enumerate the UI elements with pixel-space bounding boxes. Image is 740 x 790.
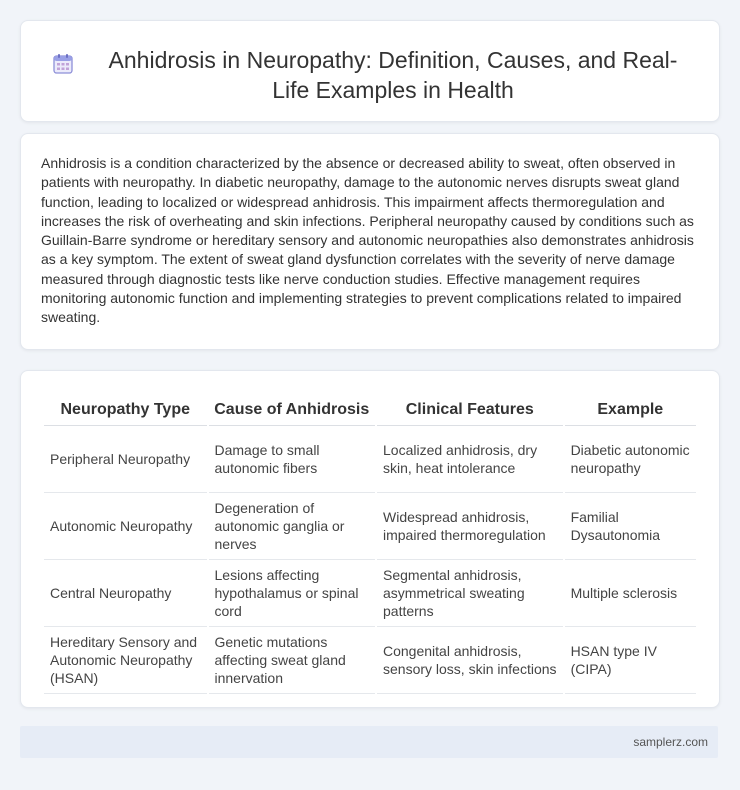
table-cell: Diabetic autonomic neuropathy: [565, 426, 696, 493]
footer-bar: [20, 726, 718, 758]
intro-card: [20, 133, 720, 350]
neuropathy-table: [42, 391, 698, 694]
intro-paragraph: Anhidrosis is a condition characterized by the absence or decreased ability to sweat, often observed in patients with neuropathy. In diabetic neuropathy, damage to the autonomic nerves disrupts sweat gland function, leading to localized or widespread anhidrosis. This impairment affects thermoregulation and increases the risk of overheating and skin infections. Peripheral neuropathy caused by conditions such as Guillain-Barre syndrome or hereditary sensory and autonomic neuropathies also demonstrates anhidrosis as a key symptom. The extent of sweat gland dysfunction correlates with the severity of nerve damage measured through diagnostic tests like nerve conduction studies. Effective management requires monitoring autonomic function and implementing strategies to prevent complications related to impaired sweating.: [41, 155, 694, 326]
column-header: Example: [565, 391, 696, 426]
table-cell: Lesions affecting hypothalamus or spinal cord: [209, 560, 376, 627]
table-cell: Segmental anhidrosis, asymmetrical sweating patterns: [377, 560, 563, 627]
table-row: [44, 627, 696, 694]
table-cell: Central Neuropathy: [44, 560, 207, 627]
table-header-row: [44, 391, 696, 426]
table-cell: Localized anhidrosis, dry skin, heat intolerance: [377, 426, 563, 493]
table-card: [20, 370, 720, 708]
table-row: [44, 560, 696, 627]
table-row: [44, 426, 696, 493]
table-cell: Autonomic Neuropathy: [44, 493, 207, 560]
table-row: [44, 493, 696, 560]
table-cell: Damage to small autonomic fibers: [209, 426, 376, 493]
title-card: [20, 20, 720, 122]
column-header: Clinical Features: [377, 391, 563, 426]
column-header: Neuropathy Type: [44, 391, 207, 426]
table-cell: Peripheral Neuropathy: [44, 426, 207, 493]
table-cell: Congenital anhidrosis, sensory loss, skin infections: [377, 627, 563, 694]
table-cell: Familial Dysautonomia: [565, 493, 696, 560]
table-cell: Degeneration of autonomic ganglia or nerves: [209, 493, 376, 560]
table-cell: HSAN type IV (CIPA): [565, 627, 696, 694]
calendar-icon: [52, 53, 74, 75]
table-cell: Multiple sclerosis: [565, 560, 696, 627]
column-header: Cause of Anhidrosis: [209, 391, 376, 426]
footer-site-link[interactable]: samplerz.com: [633, 735, 708, 749]
table-cell: Genetic mutations affecting sweat gland innervation: [209, 627, 376, 694]
table-cell: Hereditary Sensory and Autonomic Neuropathy (HSAN): [44, 627, 207, 694]
table-cell: Widespread anhidrosis, impaired thermoregulation: [377, 493, 563, 560]
page-title: Anhidrosis in Neuropathy: Definition, Causes, and Real-Life Examples in Health: [108, 47, 678, 103]
